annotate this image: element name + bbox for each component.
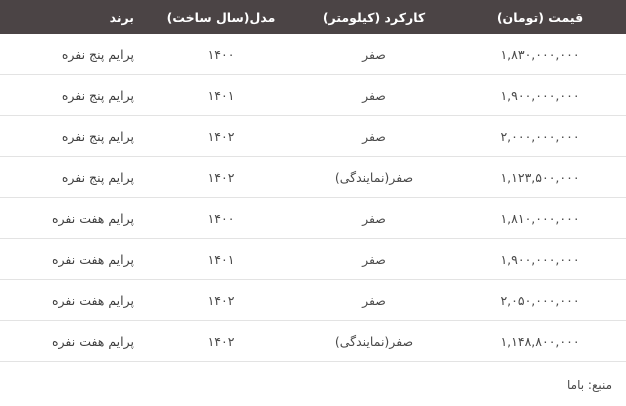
cell-mileage: صفر	[294, 116, 454, 157]
column-header-model: مدل(سال ساخت)	[148, 0, 294, 34]
cell-model: ۱۴۰۲	[148, 280, 294, 321]
cell-price: ۲,۰۵۰,۰۰۰,۰۰۰	[454, 280, 626, 321]
cell-model: ۱۴۰۲	[148, 116, 294, 157]
cell-mileage: صفر	[294, 198, 454, 239]
cell-price: ۱,۱۲۳,۵۰۰,۰۰۰	[454, 157, 626, 198]
table-row	[0, 321, 626, 362]
cell-brand: پرایم پنج نفره	[0, 75, 148, 116]
cell-brand: پرایم هفت نفره	[0, 321, 148, 362]
cell-price: ۱,۹۰۰,۰۰۰,۰۰۰	[454, 239, 626, 280]
cell-brand: پرایم هفت نفره	[0, 198, 148, 239]
cell-brand: پرایم پنج نفره	[0, 116, 148, 157]
table-header-row	[0, 0, 626, 34]
cell-model: ۱۴۰۱	[148, 75, 294, 116]
table-row	[0, 34, 626, 75]
cell-price: ۱,۱۴۸,۸۰۰,۰۰۰	[454, 321, 626, 362]
table-body	[0, 34, 626, 362]
cell-price: ۱,۸۳۰,۰۰۰,۰۰۰	[454, 34, 626, 75]
cell-model: ۱۴۰۲	[148, 321, 294, 362]
cell-price: ۱,۹۰۰,۰۰۰,۰۰۰	[454, 75, 626, 116]
table-row	[0, 157, 626, 198]
table-row	[0, 116, 626, 157]
cell-mileage: صفر	[294, 34, 454, 75]
cell-model: ۱۴۰۱	[148, 239, 294, 280]
column-header-mileage: کارکرد (کیلومتر)	[294, 0, 454, 34]
source-note: منبع: باما	[567, 378, 612, 392]
cell-price: ۱,۸۱۰,۰۰۰,۰۰۰	[454, 198, 626, 239]
cell-mileage: صفر	[294, 239, 454, 280]
cell-brand: پرایم پنج نفره	[0, 34, 148, 75]
cell-brand: پرایم هفت نفره	[0, 239, 148, 280]
column-header-brand: برند	[0, 0, 148, 34]
cell-model: ۱۴۰۲	[148, 157, 294, 198]
cell-price: ۲,۰۰۰,۰۰۰,۰۰۰	[454, 116, 626, 157]
cell-brand: پرایم پنج نفره	[0, 157, 148, 198]
table-header	[0, 0, 626, 34]
cell-mileage: صفر	[294, 75, 454, 116]
cell-mileage: صفر	[294, 280, 454, 321]
cell-model: ۱۴۰۰	[148, 198, 294, 239]
table-row	[0, 239, 626, 280]
cell-mileage: صفر(نمایندگی)	[294, 157, 454, 198]
table-row	[0, 280, 626, 321]
cell-brand: پرایم هفت نفره	[0, 280, 148, 321]
column-header-price: قیمت (تومان)	[454, 0, 626, 34]
table-row	[0, 75, 626, 116]
cell-mileage: صفر(نمایندگی)	[294, 321, 454, 362]
cell-model: ۱۴۰۰	[148, 34, 294, 75]
table-row	[0, 198, 626, 239]
